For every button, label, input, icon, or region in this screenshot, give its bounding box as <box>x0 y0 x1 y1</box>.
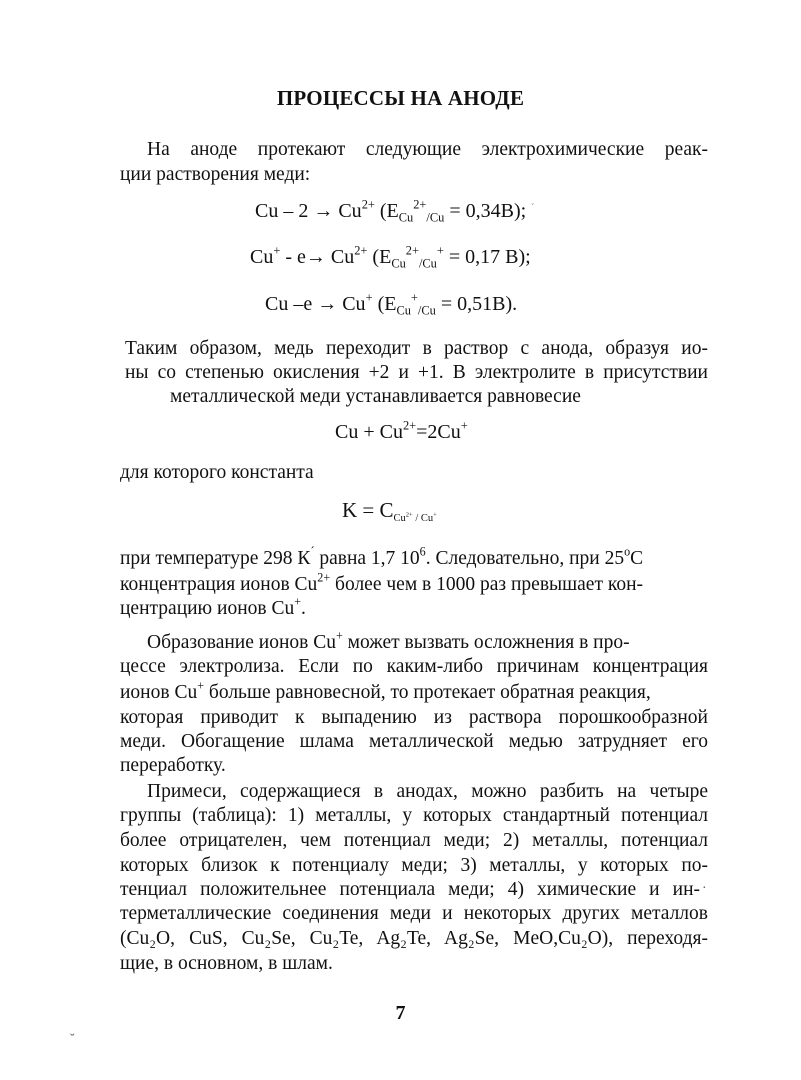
intro-line-1: На аноде протекают следующие электрохимические реак- <box>147 139 708 160</box>
intro-line-2: ции растворения меди: <box>120 164 311 185</box>
para5-line-8: щие, в основном, в шлам. <box>120 953 333 974</box>
reaction-1: $Cu - 2 \to Cu^{2+}$ $(E_{Cu}^{2+}_{/Cu} = 0,34В)$; ´ <box>255 197 535 225</box>
para3-line-3: центрацию ионов Cu+. <box>120 594 306 619</box>
para5-line-7: (Cu₂O, CuS, Cu₂Se, Cu₂Te, Ag₂Te, Ag₂Se, MeO,Cu₂O), переходя- <box>120 928 708 949</box>
stray-mark: ´ <box>531 203 535 214</box>
para4-line-4: которая приводит к выпадению из раствора порошкообразной <box>120 707 708 728</box>
stray-dot: · <box>702 881 707 896</box>
para5-line-3: более отрицателен, чем потенциал меди; 2) металлы, потенциал <box>120 830 708 851</box>
para2-line-3: металлической меди устанавливается равновесие <box>170 386 581 407</box>
para5-line-6: терметаллические соединения меди и некоторых других металлов <box>120 903 708 924</box>
constant-intro: для которого константа <box>120 462 314 483</box>
para5-line-2: группы (таблица): 1) металлы, у которых стандартный потенциал <box>120 805 708 826</box>
equilibrium-constant: $K = C_{Cu^{2+} / Cu^+}$ <box>342 498 437 524</box>
para3-line-1: при температуре 298 К´ равна 1,7 $10^6$. Следовательно, при 25$^o$С <box>120 544 644 569</box>
reaction-3: Cu –e → Cu+ $(E_{Cu}^+_{/Cu} = 0,51В)$. <box>265 290 518 318</box>
para4-line-3: ионов Cu+ больше равновесной, то протекает обратная реакция, <box>120 678 651 703</box>
page-number: 7 <box>395 1002 406 1024</box>
para4-line-2: цессе электролиза. Если по каким-либо причинам концентрация <box>120 656 708 677</box>
reaction-2: $Cu^+ - e\to Cu^{2+}$ ($E_{Cu}^{2+}_{/Cu}^+ = 0,17$ В); <box>250 243 531 271</box>
para4-line-1: Образование ионов Cu+ может вызвать осложнения в про- <box>147 628 630 653</box>
para3-line-2: концентрация ионов $Cu^{2+}$ более чем в 1000 раз превышает кон- <box>120 570 644 595</box>
corner-mark: ˘ <box>70 1032 75 1047</box>
section-heading: ПРОЦЕССЫ НА АНОДЕ <box>276 86 525 110</box>
para5-line-5: тенциал положительнее потенциала меди; 4) химические и ин- <box>120 879 700 900</box>
para4-line-5: меди. Обогащение шлама металлической медью затрудняет его <box>120 731 708 752</box>
para2-line-2: ны со степенью окисления +2 и +1. В электролите в присутствии <box>125 362 708 383</box>
para4-line-6: переработку. <box>120 755 226 776</box>
para5-line-1: Примеси, содержащиеся в анодах, можно разбить на четыре <box>147 781 708 802</box>
equilibrium-equation: $Cu + Cu^{2+}=2Cu^+$ <box>335 418 468 443</box>
para2-line-1: Таким образом, медь переходит в раствор с анода, образуя ио- <box>125 338 708 359</box>
para5-line-4: которых близок к потенциалу меди; 3) металлы, у которых по- <box>120 855 708 876</box>
